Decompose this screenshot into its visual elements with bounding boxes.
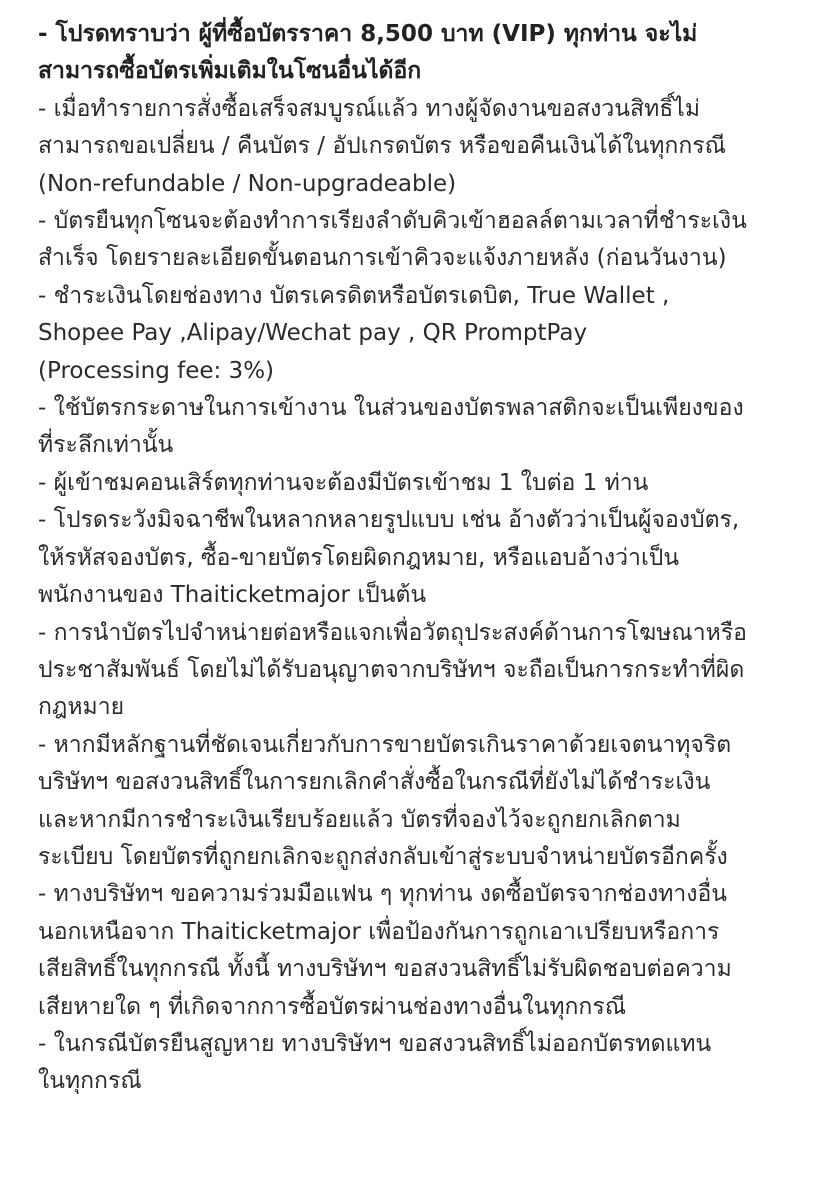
text-line: สามารถขอเปลี่ยน / คืนบัตร / อัปเกรดบัตร หรือขอคืนเงินได้ในทุกกรณี — [38, 133, 726, 160]
note-payment-methods — [38, 278, 801, 390]
text-line: - ทางบริษัทฯ ขอความร่วมมือแฟน ๆ ทุกท่าน งดซื้อบัตรจากช่องทางอื่น — [38, 881, 728, 908]
text-line: พนักงานของ Thaiticketmajor เป็นต้น — [38, 582, 427, 609]
text-line: - เมื่อทำรายการสั่งซื้อเสร็จสมบูรณ์แล้ว ทางผู้จัดงานขอสงวนสิทธิ์ไม่ — [38, 95, 700, 122]
text-line: - ใช้บัตรกระดาษในการเข้างาน ในส่วนของบัตรพลาสติกจะเป็นเพียงของ — [38, 395, 744, 422]
text-line: - ผู้เข้าชมคอนเสิร์ตทุกท่านจะต้องมีบัตรเข้าชม 1 ใบต่อ 1 ท่าน — [38, 469, 649, 496]
text-line: สามารถซื้อบัตรเพิ่มเติมในโซนอื่นได้อีก — [38, 58, 422, 85]
note-scalping-cancellation — [38, 727, 801, 877]
text-line: ในทุกกรณี — [38, 1068, 142, 1095]
note-scam-warning — [38, 502, 801, 614]
text-line: ที่ระลึกเท่านั้น — [38, 432, 174, 459]
text-line: (Processing fee: 3%) — [38, 357, 275, 384]
note-official-channel-only — [38, 876, 801, 1026]
text-line: บริษัทฯ ขอสงวนสิทธิ์ในการยกเลิกคำสั่งซื้อในกรณีที่ยังไม่ได้ชำระเงิน — [38, 769, 711, 796]
note-resale-prohibited — [38, 615, 801, 727]
note-queue-order — [38, 203, 801, 278]
note-paper-ticket — [38, 390, 801, 465]
text-line: ระเบียบ โดยบัตรที่ถูกยกเลิกจะถูกส่งกลับเข้าสู่ระบบจำหน่ายบัตรอีกครั้ง — [38, 843, 728, 870]
text-line: (Non-refundable / Non-upgradeable) — [38, 170, 457, 197]
text-line: Shopee Pay ,Alipay/Wechat pay , QR PromptPay — [38, 320, 588, 347]
text-line: - โปรดระวังมิจฉาชีพในหลากหลายรูปแบบ เช่น อ้างตัวว่าเป็นผู้จองบัตร, — [38, 507, 740, 534]
note-non-refundable — [38, 91, 801, 203]
note-vip-restriction — [38, 16, 801, 91]
text-line: นอกเหนือจาก Thaiticketmajor เพื่อป้องกันการถูกเอาเปรียบหรือการ — [38, 918, 720, 945]
text-line: กฎหมาย — [38, 694, 125, 721]
text-line: - ชำระเงินโดยช่องทาง บัตรเครดิตหรือบัตรเดบิต, True Wallet , — [38, 282, 670, 309]
text-line: - บัตรยืนทุกโซนจะต้องทำการเรียงลำดับคิวเข้าฮอลล์ตามเวลาที่ชำระเงิน — [38, 208, 747, 235]
text-line: - ในกรณีบัตรยืนสูญหาย ทางบริษัทฯ ขอสงวนสิทธิ์ไม่ออกบัตรทดแทน — [38, 1030, 712, 1057]
text-line: เสียหายใด ๆ ที่เกิดจากการซื้อบัตรผ่านช่องทางอื่นในทุกกรณี — [38, 993, 627, 1020]
text-line: และหากมีการชำระเงินเรียบร้อยแล้ว บัตรที่จองไว้จะถูกยกเลิกตาม — [38, 806, 681, 833]
text-line: ประชาสัมพันธ์ โดยไม่ได้รับอนุญาตจากบริษัทฯ จะถือเป็นการกระทำที่ผิด — [38, 656, 745, 683]
text-line: ให้รหัสจองบัตร, ซื้อ-ขายบัตรโดยผิดกฎหมาย, หรือแอบอ้างว่าเป็น — [38, 544, 680, 571]
text-line: เสียสิทธิ์ในทุกกรณี ทั้งนี้ ทางบริษัทฯ ขอสงวนสิทธิ์ไม่รับผิดชอบต่อความ — [38, 956, 732, 983]
note-lost-standing-ticket — [38, 1026, 801, 1101]
text-line: - การนำบัตรไปจำหน่ายต่อหรือแจกเพื่อวัตถุประสงค์ด้านการโฆษณาหรือ — [38, 619, 747, 646]
note-one-ticket-per-person — [38, 465, 801, 502]
text-line: - โปรดทราบว่า ผู้ที่ซื้อบัตรราคา 8,500 บาท (VIP) ทุกท่าน จะไม่ — [38, 21, 698, 47]
text-line: - หากมีหลักฐานที่ชัดเจนเกี่ยวกับการขายบัตรเกินราคาด้วยเจตนาทุจริต — [38, 731, 732, 758]
text-line: สำเร็จ โดยรายละเอียดขั้นตอนการเข้าคิวจะแจ้งภายหลัง (ก่อนวันงาน) — [38, 245, 727, 272]
